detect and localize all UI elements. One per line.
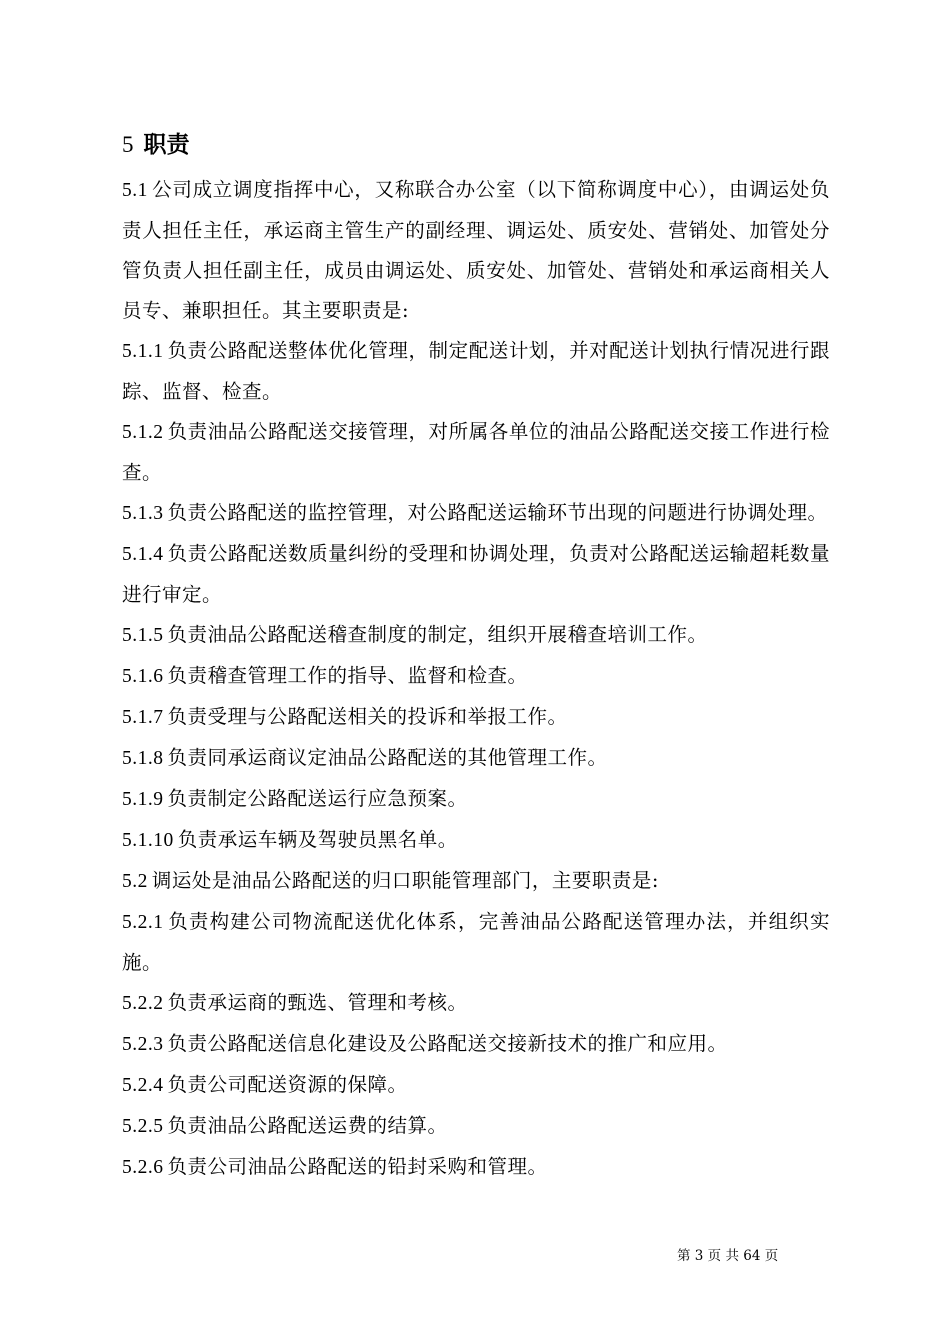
paragraph-text: 负责稽查管理工作的指导、监督和检查。 bbox=[167, 664, 528, 687]
paragraph-5-1-2 bbox=[122, 412, 830, 493]
paragraph-text: 负责油品公路配送稽查制度的制定，组织开展稽查培训工作。 bbox=[167, 623, 708, 646]
paragraph-text: 负责承运车辆及驾驶员黑名单。 bbox=[177, 828, 458, 851]
paragraph-5-2-4 bbox=[122, 1065, 830, 1106]
paragraph-text: 负责制定公路配送运行应急预案。 bbox=[167, 787, 468, 810]
paragraph-number: 5.1.3 bbox=[122, 503, 164, 524]
paragraph-5-2-1 bbox=[122, 902, 830, 983]
paragraph-number: 5.1.2 bbox=[122, 422, 164, 443]
paragraph-5-1 bbox=[122, 170, 830, 331]
paragraph-text: 公司成立调度指挥中心，又称联合办公室（以下简称调度中心），由调运处负责人担任主任，承运商主管生产的副经理、调运处、质安处、营销处、加管处分管负责人担任副主任，成员由调运处、质安处、加管处、营销处和承运商相关人员专、兼职担任。其主要职责是: bbox=[122, 178, 830, 322]
paragraph-text: 负责公路配送信息化建设及公路配送交接新技术的推广和应用。 bbox=[167, 1032, 728, 1055]
paragraph-5-1-7 bbox=[122, 697, 830, 738]
paragraph-5-1-8 bbox=[122, 738, 830, 779]
paragraph-number: 5.1.7 bbox=[122, 707, 164, 728]
paragraph-number: 5.1.5 bbox=[122, 625, 164, 646]
paragraph-text: 负责公路配送整体优化管理，制定配送计划，并对配送计划执行情况进行跟踪、监督、检查。 bbox=[122, 339, 830, 403]
paragraph-5-1-10 bbox=[122, 820, 830, 861]
paragraph-5-2-2 bbox=[122, 983, 830, 1024]
section-heading bbox=[122, 128, 190, 162]
paragraph-number: 5.1.10 bbox=[122, 830, 174, 851]
paragraph-text: 负责公路配送数质量纠纷的受理和协调处理，负责对公路配送运输超耗数量进行审定。 bbox=[122, 542, 830, 606]
page-number-label: 第 3 页 共 64 页 bbox=[677, 1248, 779, 1264]
paragraph-5-1-3 bbox=[122, 493, 830, 534]
section-body bbox=[122, 170, 830, 1188]
paragraph-5-1-4 bbox=[122, 534, 830, 615]
page-footer bbox=[677, 1246, 778, 1266]
paragraph-number: 5.2.4 bbox=[122, 1075, 164, 1096]
paragraph-number: 5.1 bbox=[122, 180, 148, 201]
paragraph-number: 5.2 bbox=[122, 871, 148, 892]
paragraph-5-1-1 bbox=[122, 331, 830, 412]
paragraph-5-2-5 bbox=[122, 1106, 830, 1147]
paragraph-number: 5.1.4 bbox=[122, 544, 164, 565]
paragraph-number: 5.2.3 bbox=[122, 1034, 164, 1055]
paragraph-text: 负责油品公路配送运费的结算。 bbox=[167, 1114, 448, 1137]
section-title: 职责 bbox=[143, 132, 190, 158]
paragraph-5-1-6 bbox=[122, 656, 830, 697]
paragraph-text: 负责构建公司物流配送优化体系，完善油品公路配送管理办法，并组织实施。 bbox=[122, 910, 830, 974]
paragraph-text: 调运处是油品公路配送的归口职能管理部门，主要职责是: bbox=[151, 869, 659, 892]
paragraph-5-2-6 bbox=[122, 1147, 830, 1188]
paragraph-5-1-9 bbox=[122, 779, 830, 820]
paragraph-text: 负责油品公路配送交接管理，对所属各单位的油品公路配送交接工作进行检查。 bbox=[122, 420, 830, 484]
paragraph-number: 5.1.8 bbox=[122, 748, 164, 769]
paragraph-number: 5.2.5 bbox=[122, 1116, 164, 1137]
paragraph-number: 5.1.9 bbox=[122, 789, 164, 810]
paragraph-number: 5.2.2 bbox=[122, 993, 164, 1014]
section-number: 5 bbox=[122, 132, 134, 157]
paragraph-number: 5.1.6 bbox=[122, 666, 164, 687]
paragraph-number: 5.2.6 bbox=[122, 1157, 164, 1178]
paragraph-text: 负责公路配送的监控管理，对公路配送运输环节出现的问题进行协调处理。 bbox=[167, 501, 828, 524]
paragraph-5-2-3 bbox=[122, 1024, 830, 1065]
paragraph-text: 负责承运商的甄选、管理和考核。 bbox=[167, 991, 468, 1014]
paragraph-text: 负责同承运商议定油品公路配送的其他管理工作。 bbox=[167, 746, 608, 769]
paragraph-text: 负责公司油品公路配送的铅封采购和管理。 bbox=[167, 1155, 548, 1178]
paragraph-text: 负责公司配送资源的保障。 bbox=[167, 1073, 408, 1096]
paragraph-text: 负责受理与公路配送相关的投诉和举报工作。 bbox=[167, 705, 568, 728]
paragraph-number: 5.2.1 bbox=[122, 912, 164, 933]
paragraph-5-1-5 bbox=[122, 615, 830, 656]
paragraph-number: 5.1.1 bbox=[122, 341, 164, 362]
paragraph-5-2 bbox=[122, 861, 830, 902]
